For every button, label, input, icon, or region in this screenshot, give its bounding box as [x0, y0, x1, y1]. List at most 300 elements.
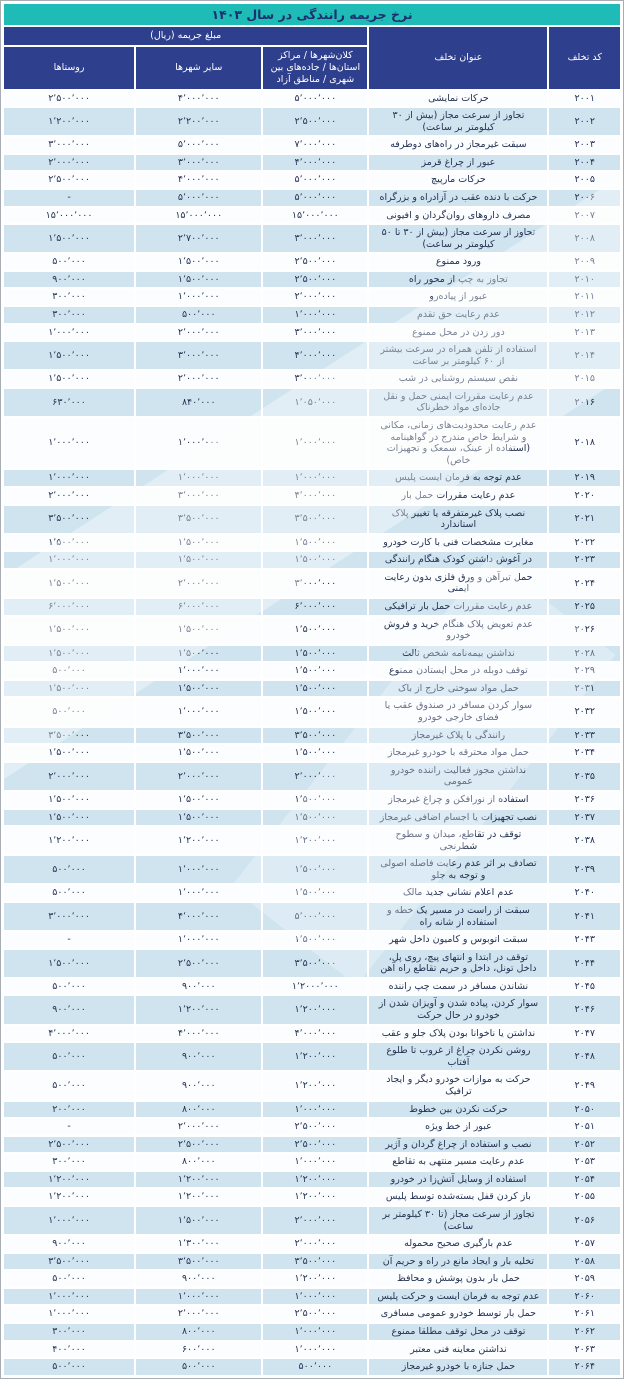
- fine-other-cities-cell: ۲٬۲۰۰٬۰۰۰: [136, 108, 261, 135]
- table-row: [4, 208, 620, 224]
- fine-metro-cell: ۴٬۰۰۰٬۰۰۰: [263, 1026, 367, 1042]
- fine-other-cities-cell: ۸۰۰٬۰۰۰: [136, 1154, 261, 1170]
- violation-code-cell: ۲۰۵۵: [549, 1189, 620, 1205]
- fine-villages-cell: ۱٬۵۰۰٬۰۰۰: [4, 371, 134, 387]
- violation-title-cell: سبقت غیرمجاز در راه‌های دوطرفه: [369, 137, 547, 153]
- fine-metro-cell: ۵٬۰۰۰٬۰۰۰: [263, 903, 367, 930]
- fine-villages-cell: ۴۰۰٬۰۰۰: [4, 1342, 134, 1358]
- fine-metro-cell: ۲٬۵۰۰٬۰۰۰: [263, 1137, 367, 1153]
- fine-other-cities-cell: ۴٬۰۰۰٬۰۰۰: [136, 1026, 261, 1042]
- fine-villages-cell: ۲٬۵۰۰٬۰۰۰: [4, 172, 134, 188]
- fine-other-cities-cell: ۱٬۲۰۰٬۰۰۰: [136, 1172, 261, 1188]
- fine-other-cities-cell: ۸۰۰٬۰۰۰: [136, 1102, 261, 1118]
- table-row: [4, 950, 620, 977]
- fine-villages-cell: ۱٬۰۰۰٬۰۰۰: [4, 1207, 134, 1234]
- fine-other-cities-cell: ۹۰۰٬۰۰۰: [136, 1072, 261, 1099]
- violation-code-cell: ۲۰۵۴: [549, 1172, 620, 1188]
- violation-title-cell: عدم رعایت مقررات حمل بار: [369, 488, 547, 504]
- violation-code-cell: ۲۰۵۹: [549, 1271, 620, 1287]
- table-row: [4, 307, 620, 323]
- fine-metro-cell: ۱٬۵۰۰٬۰۰۰: [263, 646, 367, 662]
- fine-villages-cell: -: [4, 932, 134, 948]
- table-row: [4, 535, 620, 551]
- violation-code-cell: ۲۰۰۳: [549, 137, 620, 153]
- violation-code-cell: ۲۰۵۰: [549, 1102, 620, 1118]
- violation-title-cell: سوار کردن، پیاده شدن و آویزان شدن از خودرو در حال حرکت: [369, 996, 547, 1023]
- violation-code-cell: ۲۰۰۱: [549, 91, 620, 107]
- violation-code-cell: ۲۰۰۲: [549, 108, 620, 135]
- violation-title-cell: سبقت از راست در مسیر یک خطه و استفاده از شانه راه: [369, 903, 547, 930]
- table-row: [4, 1119, 620, 1135]
- violation-title-cell: نصب تجهیزات یا اجسام اضافی غیرمجاز: [369, 810, 547, 826]
- fine-metro-cell: ۲٬۵۰۰٬۰۰۰: [263, 254, 367, 270]
- table-row: [4, 792, 620, 808]
- fine-other-cities-cell: ۸۰۰٬۰۰۰: [136, 1324, 261, 1340]
- fine-other-cities-cell: ۲٬۰۰۰٬۰۰۰: [136, 570, 261, 597]
- fine-other-cities-cell: ۳٬۰۰۰٬۰۰۰: [136, 155, 261, 171]
- violation-code-cell: ۲۰۲۰: [549, 488, 620, 504]
- violation-title-cell: حمل مواد سوختی خارج از باک: [369, 681, 547, 697]
- fine-other-cities-cell: ۵٬۰۰۰٬۰۰۰: [136, 190, 261, 206]
- violation-title-cell: تخلیه بار و ایجاد مانع در راه و حریم آن: [369, 1254, 547, 1270]
- violation-title-cell: حمل جنازه با خودرو غیرمجاز: [369, 1359, 547, 1375]
- fine-other-cities-cell: ۳٬۵۰۰٬۰۰۰: [136, 1254, 261, 1270]
- fine-other-cities-cell: ۴٬۰۰۰٬۰۰۰: [136, 91, 261, 107]
- fine-metro-cell: ۴٬۰۰۰٬۰۰۰: [263, 342, 367, 369]
- fine-metro-cell: ۱٬۵۰۰٬۰۰۰: [263, 535, 367, 551]
- violation-title-cell: در آغوش داشتن کودک هنگام رانندگی: [369, 552, 547, 568]
- table-row: [4, 979, 620, 995]
- fine-metro-cell: ۱٬۵۰۰٬۰۰۰: [263, 552, 367, 568]
- fine-villages-cell: ۱٬۰۰۰٬۰۰۰: [4, 325, 134, 341]
- fine-metro-cell: ۱٬۵۰۰٬۰۰۰: [263, 932, 367, 948]
- violation-title-cell: عبور از چراغ قرمز: [369, 155, 547, 171]
- violation-title-cell: دور زدن در محل ممنوع: [369, 325, 547, 341]
- violation-code-cell: ۲۰۶۰: [549, 1289, 620, 1305]
- fine-villages-cell: ۳٬۵۰۰٬۰۰۰: [4, 728, 134, 744]
- fine-metro-cell: ۱٬۵۰۰٬۰۰۰: [263, 745, 367, 761]
- fine-villages-cell: ۱٬۲۰۰٬۰۰۰: [4, 1172, 134, 1188]
- violation-title-cell: توقف در تقاطع، میدان و سطوح شطرنجی: [369, 827, 547, 854]
- fine-metro-cell: ۲٬۵۰۰٬۰۰۰: [263, 1306, 367, 1322]
- violation-code-cell: ۲۰۱۵: [549, 371, 620, 387]
- table-row: [4, 827, 620, 854]
- fine-metro-cell: ۱٬۲۰۰٬۰۰۰: [263, 1072, 367, 1099]
- fine-other-cities-cell: ۱٬۵۰۰٬۰۰۰: [136, 681, 261, 697]
- violation-code-cell: ۲۰۳۶: [549, 792, 620, 808]
- table-row: [4, 932, 620, 948]
- fine-villages-cell: ۲۰۰٬۰۰۰: [4, 1102, 134, 1118]
- violation-title-cell: نصب و استفاده از چراغ گردان و آژیر: [369, 1137, 547, 1153]
- fine-villages-cell: ۱٬۵۰۰٬۰۰۰: [4, 810, 134, 826]
- fine-other-cities-cell: ۱٬۰۰۰٬۰۰۰: [136, 885, 261, 901]
- violation-code-cell: ۲۰۵۸: [549, 1254, 620, 1270]
- column-header-other-cities: سایر شهرها: [136, 47, 261, 89]
- fine-other-cities-cell: ۱٬۲۰۰٬۰۰۰: [136, 827, 261, 854]
- fine-metro-cell: ۱٬۰۰۰٬۰۰۰: [263, 1102, 367, 1118]
- table-row: [4, 1324, 620, 1340]
- violation-title-cell: عدم رعایت مسیر منتهی به تقاطع: [369, 1154, 547, 1170]
- violation-code-cell: ۲۰۴۳: [549, 932, 620, 948]
- violation-code-cell: ۲۰۴۴: [549, 950, 620, 977]
- fine-villages-cell: -: [4, 1119, 134, 1135]
- violation-title-cell: نداشتن معاینه فنی معتبر: [369, 1342, 547, 1358]
- table-row: [4, 91, 620, 107]
- violation-title-cell: حمل بار توسط خودرو عمومی مسافری: [369, 1306, 547, 1322]
- violation-title-cell: حرکت به موازات خودرو دیگر و ایجاد ترافیک: [369, 1072, 547, 1099]
- table-row: [4, 1271, 620, 1287]
- fine-metro-cell: ۱٬۵۰۰٬۰۰۰: [263, 856, 367, 883]
- violation-code-cell: ۲۰۰۷: [549, 208, 620, 224]
- fine-other-cities-cell: ۵٬۰۰۰٬۰۰۰: [136, 137, 261, 153]
- violation-code-cell: ۲۰۱۸: [549, 418, 620, 468]
- violation-title-cell: تجاوز به چپ از محور راه: [369, 272, 547, 288]
- fine-other-cities-cell: ۱٬۰۰۰٬۰۰۰: [136, 289, 261, 305]
- table-row: [4, 1154, 620, 1170]
- fine-metro-cell: ۴٬۰۰۰٬۰۰۰: [263, 488, 367, 504]
- violation-code-cell: ۲۰۰۵: [549, 172, 620, 188]
- fine-other-cities-cell: ۱٬۵۰۰٬۰۰۰: [136, 792, 261, 808]
- table-row: [4, 1072, 620, 1099]
- table-row: [4, 1359, 620, 1375]
- fine-metro-cell: ۱٬۰۰۰٬۰۰۰: [263, 418, 367, 468]
- violation-title-cell: تجاوز از سرعت مجاز (تا ۳۰ کیلومتر بر ساعت): [369, 1207, 547, 1234]
- fine-other-cities-cell: ۴٬۰۰۰٬۰۰۰: [136, 172, 261, 188]
- violation-code-cell: ۲۰۰۹: [549, 254, 620, 270]
- fine-other-cities-cell: ۳٬۰۰۰٬۰۰۰: [136, 342, 261, 369]
- violation-code-cell: ۲۰۲۶: [549, 617, 620, 644]
- violation-code-cell: ۲۰۱۶: [549, 389, 620, 416]
- violation-code-cell: ۲۰۳۹: [549, 856, 620, 883]
- fine-metro-cell: ۲٬۰۰۰٬۰۰۰: [263, 763, 367, 790]
- violation-title-cell: روشن نکردن چراغ از غروب تا طلوع آفتاب: [369, 1043, 547, 1070]
- fine-other-cities-cell: ۱٬۲۰۰٬۰۰۰: [136, 1189, 261, 1205]
- fine-villages-cell: ۵۰۰٬۰۰۰: [4, 1359, 134, 1375]
- table-row: [4, 342, 620, 369]
- header-group-row: [4, 27, 620, 45]
- violation-title-cell: عدم رعایت مقررات ایمنی حمل و نقل جاده‌ای مواد خطرناک: [369, 389, 547, 416]
- table-row: [4, 1026, 620, 1042]
- violation-code-cell: ۲۰۴۶: [549, 996, 620, 1023]
- violation-title-cell: حرکت با دنده عقب در آزادراه و بزرگراه: [369, 190, 547, 206]
- fine-villages-cell: ۳۰۰٬۰۰۰: [4, 307, 134, 323]
- table-row: [4, 1207, 620, 1234]
- fine-other-cities-cell: ۱٬۰۰۰٬۰۰۰: [136, 1289, 261, 1305]
- fine-metro-cell: ۱٬۲۰۰٬۰۰۰: [263, 827, 367, 854]
- violation-title-cell: نشاندن مسافر در سمت چپ راننده: [369, 979, 547, 995]
- fine-other-cities-cell: ۲٬۰۰۰٬۰۰۰: [136, 1306, 261, 1322]
- fine-other-cities-cell: ۱٬۵۰۰٬۰۰۰: [136, 745, 261, 761]
- violation-title-cell: تصادف بر اثر عدم رعایت فاصله اصولی و توجه به جلو: [369, 856, 547, 883]
- violation-code-cell: ۲۰۳۴: [549, 745, 620, 761]
- violation-code-cell: ۲۰۴۸: [549, 1043, 620, 1070]
- violation-title-cell: توقف در ابتدا و انتهای پیچ، روی پل، داخل تونل، داخل و حریم تقاطع راه آهن: [369, 950, 547, 977]
- table-row: [4, 663, 620, 679]
- table-row: [4, 506, 620, 533]
- table-row: [4, 418, 620, 468]
- fine-metro-cell: ۱٬۵۰۰٬۰۰۰: [263, 663, 367, 679]
- fine-metro-cell: ۵٬۰۰۰٬۰۰۰: [263, 172, 367, 188]
- violation-code-cell: ۲۰۰۸: [549, 225, 620, 252]
- fine-other-cities-cell: ۸۴۰٬۰۰۰: [136, 389, 261, 416]
- fine-metro-cell: ۲٬۰۰۰٬۰۰۰: [263, 1207, 367, 1234]
- table-row: [4, 371, 620, 387]
- fine-other-cities-cell: ۱٬۵۰۰٬۰۰۰: [136, 535, 261, 551]
- fine-metro-cell: ۳٬۰۰۰٬۰۰۰: [263, 371, 367, 387]
- violation-title-cell: رانندگی با پلاک غیرمجاز: [369, 728, 547, 744]
- violation-code-cell: ۲۰۰۶: [549, 190, 620, 206]
- violation-code-cell: ۲۰۰۴: [549, 155, 620, 171]
- fine-other-cities-cell: ۹۰۰٬۰۰۰: [136, 1043, 261, 1070]
- fine-other-cities-cell: ۵۰۰٬۰۰۰: [136, 307, 261, 323]
- table-row: [4, 1342, 620, 1358]
- fine-other-cities-cell: ۱٬۰۰۰٬۰۰۰: [136, 856, 261, 883]
- table-row: [4, 325, 620, 341]
- table-row: [4, 1254, 620, 1270]
- fine-villages-cell: ۶۳۰٬۰۰۰: [4, 389, 134, 416]
- table-row: [4, 745, 620, 761]
- violation-title-cell: تجاوز از سرعت مجاز (بیش از ۳۰ تا ۵۰ کیلومتر بر ساعت): [369, 225, 547, 252]
- table-row: [4, 1236, 620, 1252]
- violation-title-cell: نداشتن بیمه‌نامه شخص ثالث: [369, 646, 547, 662]
- fine-villages-cell: ۱٬۰۰۰٬۰۰۰: [4, 1289, 134, 1305]
- fine-villages-cell: ۱٬۵۰۰٬۰۰۰: [4, 570, 134, 597]
- fine-metro-cell: ۱٬۲۰۰٬۰۰۰: [263, 1189, 367, 1205]
- fine-metro-cell: ۱٬۵۰۰٬۰۰۰: [263, 617, 367, 644]
- table-row: [4, 599, 620, 615]
- fine-other-cities-cell: ۵۰۰٬۰۰۰: [136, 1359, 261, 1375]
- fine-metro-cell: ۵۰۰٬۰۰۰: [263, 1359, 367, 1375]
- fine-metro-cell: ۱٬۲۰۰٬۰۰۰: [263, 1172, 367, 1188]
- violation-code-cell: ۲۰۲۲: [549, 535, 620, 551]
- fine-villages-cell: ۲٬۰۰۰٬۰۰۰: [4, 155, 134, 171]
- fine-villages-cell: ۱۵٬۰۰۰٬۰۰۰: [4, 208, 134, 224]
- fine-other-cities-cell: ۳٬۰۰۰٬۰۰۰: [136, 488, 261, 504]
- fine-other-cities-cell: ۱۵٬۰۰۰٬۰۰۰: [136, 208, 261, 224]
- fine-villages-cell: ۶٬۰۰۰٬۰۰۰: [4, 599, 134, 615]
- fine-villages-cell: ۲٬۰۰۰٬۰۰۰: [4, 763, 134, 790]
- violation-code-cell: ۲۰۵۳: [549, 1154, 620, 1170]
- violation-title-cell: عبور از پیاده‌رو: [369, 289, 547, 305]
- fine-villages-cell: -: [4, 190, 134, 206]
- violation-code-cell: ۲۰۳۷: [549, 810, 620, 826]
- table-row: [4, 552, 620, 568]
- table-row: [4, 681, 620, 697]
- table-row: [4, 155, 620, 171]
- violation-code-cell: ۲۰۶۴: [549, 1359, 620, 1375]
- fine-metro-cell: ۳٬۵۰۰٬۰۰۰: [263, 728, 367, 744]
- fine-metro-cell: ۳٬۰۰۰٬۰۰۰: [263, 325, 367, 341]
- violation-title-cell: توقف دوبله در محل ایستادن ممنوع: [369, 663, 547, 679]
- table-row: [4, 570, 620, 597]
- violation-title-cell: استفاده از وسایل آتش‌زا در خودرو: [369, 1172, 547, 1188]
- violation-title-cell: ورود ممنوع: [369, 254, 547, 270]
- violation-code-cell: ۲۰۳۲: [549, 698, 620, 725]
- fine-villages-cell: ۵۰۰٬۰۰۰: [4, 1072, 134, 1099]
- violation-code-cell: ۲۰۵۱: [549, 1119, 620, 1135]
- violation-code-cell: ۲۰۴۰: [549, 885, 620, 901]
- violation-title-cell: عدم توجه به فرمان ایست و حرکت پلیس: [369, 1289, 547, 1305]
- table-row: [4, 172, 620, 188]
- table-row: [4, 996, 620, 1023]
- fine-metro-cell: ۱٬۰۰۰٬۰۰۰: [263, 470, 367, 486]
- fine-metro-cell: ۲٬۰۰۰٬۰۰۰: [263, 1236, 367, 1252]
- violation-title-cell: حرکات مارپیچ: [369, 172, 547, 188]
- fine-metro-cell: ۱٬۰۰۰٬۰۰۰: [263, 307, 367, 323]
- fine-other-cities-cell: ۹۰۰٬۰۰۰: [136, 979, 261, 995]
- fine-metro-cell: ۳٬۰۰۰٬۰۰۰: [263, 570, 367, 597]
- fine-other-cities-cell: ۹۰۰٬۰۰۰: [136, 1271, 261, 1287]
- column-header-fine-amount-group: مبلغ جریمه (ریال): [4, 27, 367, 45]
- violation-title-cell: نقص سیستم روشنایی در شب: [369, 371, 547, 387]
- fine-other-cities-cell: ۱٬۵۰۰٬۰۰۰: [136, 272, 261, 288]
- fine-villages-cell: ۱٬۵۰۰٬۰۰۰: [4, 792, 134, 808]
- fine-metro-cell: ۲٬۵۰۰٬۰۰۰: [263, 1119, 367, 1135]
- violation-title-cell: سبقت اتوبوس و کامیون داخل شهر: [369, 932, 547, 948]
- violation-title-cell: عدم توجه به فرمان ایست پلیس: [369, 470, 547, 486]
- violation-code-cell: ۲۰۶۱: [549, 1306, 620, 1322]
- column-header-violation-title: عنوان تخلف: [369, 27, 547, 89]
- table-header: [4, 4, 620, 89]
- fine-metro-cell: ۱٬۵۰۰٬۰۰۰: [263, 885, 367, 901]
- violation-code-cell: ۲۰۲۴: [549, 570, 620, 597]
- fine-other-cities-cell: ۱٬۵۰۰٬۰۰۰: [136, 552, 261, 568]
- violation-code-cell: ۲۰۲۱: [549, 506, 620, 533]
- violation-code-cell: ۲۰۳۳: [549, 728, 620, 744]
- violation-code-cell: ۲۰۴۷: [549, 1026, 620, 1042]
- fine-villages-cell: ۲٬۰۰۰٬۰۰۰: [4, 488, 134, 504]
- fine-villages-cell: ۱٬۲۰۰٬۰۰۰: [4, 827, 134, 854]
- fine-other-cities-cell: ۱٬۰۰۰٬۰۰۰: [136, 932, 261, 948]
- violation-code-cell: ۲۰۱۱: [549, 289, 620, 305]
- fine-villages-cell: ۵۰۰٬۰۰۰: [4, 856, 134, 883]
- fine-metro-cell: ۳٬۵۰۰٬۰۰۰: [263, 506, 367, 533]
- fine-metro-cell: ۱۵٬۰۰۰٬۰۰۰: [263, 208, 367, 224]
- violation-title-cell: سوار کردن مسافر در صندوق عقب یا فضای خارجی خودرو: [369, 698, 547, 725]
- fine-other-cities-cell: ۱٬۵۰۰٬۰۰۰: [136, 617, 261, 644]
- fine-other-cities-cell: ۲٬۰۰۰٬۰۰۰: [136, 763, 261, 790]
- violation-title-cell: نداشتن مجوز فعالیت راننده خودرو عمومی: [369, 763, 547, 790]
- fine-other-cities-cell: ۱٬۰۰۰٬۰۰۰: [136, 663, 261, 679]
- fine-villages-cell: ۱٬۰۰۰٬۰۰۰: [4, 470, 134, 486]
- violation-code-cell: ۲۰۳۱: [549, 681, 620, 697]
- table-row: [4, 810, 620, 826]
- violation-code-cell: ۲۰۲۵: [549, 599, 620, 615]
- fine-villages-cell: ۱٬۵۰۰٬۰۰۰: [4, 225, 134, 252]
- fine-metro-cell: ۳٬۰۰۰٬۰۰۰: [263, 225, 367, 252]
- fine-villages-cell: ۴٬۰۰۰٬۰۰۰: [4, 1026, 134, 1042]
- violation-title-cell: حرکات نمایشی: [369, 91, 547, 107]
- violation-title-cell: مصرف داروهای روان‌گردان و افیونی: [369, 208, 547, 224]
- column-header-violation-code: کد تخلف: [549, 27, 620, 89]
- fine-villages-cell: ۵۰۰٬۰۰۰: [4, 698, 134, 725]
- fine-other-cities-cell: ۱٬۰۰۰٬۰۰۰: [136, 698, 261, 725]
- violation-code-cell: ۲۰۳۸: [549, 827, 620, 854]
- fine-other-cities-cell: ۳٬۵۰۰٬۰۰۰: [136, 728, 261, 744]
- fine-metro-cell: ۳٬۵۰۰٬۰۰۰: [263, 1254, 367, 1270]
- table-row: [4, 289, 620, 305]
- column-header-villages: روستاها: [4, 47, 134, 89]
- table-row: [4, 190, 620, 206]
- fine-metro-cell: ۳٬۵۰۰٬۰۰۰: [263, 950, 367, 977]
- fine-villages-cell: ۱٬۵۰۰٬۰۰۰: [4, 535, 134, 551]
- fine-villages-cell: ۱٬۰۰۰٬۰۰۰: [4, 418, 134, 468]
- fine-other-cities-cell: ۲٬۵۰۰٬۰۰۰: [136, 1137, 261, 1153]
- fine-metro-cell: ۱٬۲۰۰٬۰۰۰: [263, 1043, 367, 1070]
- violation-title-cell: عدم بارگیری صحیح محموله: [369, 1236, 547, 1252]
- table-row: [4, 254, 620, 270]
- fine-villages-cell: ۳٬۵۰۰٬۰۰۰: [4, 1254, 134, 1270]
- fine-villages-cell: ۳۰۰٬۰۰۰: [4, 289, 134, 305]
- violation-title-cell: توقف در محل توقف مطلقا ممنوع: [369, 1324, 547, 1340]
- table-row: [4, 1306, 620, 1322]
- violation-code-cell: ۲۰۵۲: [549, 1137, 620, 1153]
- fine-metro-cell: ۱٬۵۰۰٬۰۰۰: [263, 810, 367, 826]
- table-row: [4, 1137, 620, 1153]
- table-row: [4, 903, 620, 930]
- table-row: [4, 470, 620, 486]
- fine-metro-cell: ۱٬۲۰۰٬۰۰۰: [263, 1271, 367, 1287]
- violation-code-cell: ۲۰۱۳: [549, 325, 620, 341]
- fine-villages-cell: ۳۰۰٬۰۰۰: [4, 1154, 134, 1170]
- fines-table: [2, 2, 622, 1377]
- fine-metro-cell: ۱٬۰۰۰٬۰۰۰: [263, 1154, 367, 1170]
- fine-other-cities-cell: ۱٬۲۰۰٬۰۰۰: [136, 996, 261, 1023]
- table-row: [4, 646, 620, 662]
- violation-title-cell: نصب پلاک غیرمتفرقه یا تغییر پلاک استاندارد: [369, 506, 547, 533]
- fine-other-cities-cell: ۱٬۵۰۰٬۰۰۰: [136, 1207, 261, 1234]
- fine-metro-cell: ۷٬۰۰۰٬۰۰۰: [263, 137, 367, 153]
- fine-metro-cell: ۲٬۵۰۰٬۰۰۰: [263, 108, 367, 135]
- fine-villages-cell: ۵۰۰٬۰۰۰: [4, 1271, 134, 1287]
- violation-title-cell: عدم رعایت حق تقدم: [369, 307, 547, 323]
- fine-villages-cell: ۱٬۰۰۰٬۰۰۰: [4, 1306, 134, 1322]
- fine-metro-cell: ۲٬۰۰۰٬۰۰۰: [263, 289, 367, 305]
- fine-villages-cell: ۳٬۵۰۰٬۰۰۰: [4, 506, 134, 533]
- fine-metro-cell: ۵٬۰۰۰٬۰۰۰: [263, 190, 367, 206]
- fine-metro-cell: ۱٬۲۰۰٬۰۰۰: [263, 996, 367, 1023]
- fine-villages-cell: ۳٬۰۰۰٬۰۰۰: [4, 137, 134, 153]
- fine-villages-cell: ۵۰۰٬۰۰۰: [4, 885, 134, 901]
- table-row: [4, 617, 620, 644]
- fine-other-cities-cell: ۲٬۰۰۰٬۰۰۰: [136, 1119, 261, 1135]
- fine-metro-cell: ۱٬۲۰۰۰٬۰۰۰: [263, 979, 367, 995]
- table-row: [4, 272, 620, 288]
- column-header-metro-areas: کلان‌شهرها / مراکز استان‌ها / جاده‌های بین شهری / مناطق آزاد: [263, 47, 367, 89]
- violation-title-cell: حمل بار بدون پوشش و محافظ: [369, 1271, 547, 1287]
- fine-metro-cell: ۱٬۵۰۰٬۰۰۰: [263, 792, 367, 808]
- title-row: [4, 4, 620, 25]
- violation-code-cell: ۲۰۲۳: [549, 552, 620, 568]
- violation-title-cell: حمل مواد محترقه با خودرو غیرمجاز: [369, 745, 547, 761]
- table-row: [4, 856, 620, 883]
- violation-code-cell: ۲۰۴۵: [549, 979, 620, 995]
- fine-villages-cell: ۵۰۰٬۰۰۰: [4, 663, 134, 679]
- table-row: [4, 225, 620, 252]
- table-row: [4, 1172, 620, 1188]
- fine-metro-cell: ۵٬۰۰۰٬۰۰۰: [263, 91, 367, 107]
- violation-title-cell: استفاده از تلفن همراه در سرعت بیشتر از ۶۰ کیلومتر بر ساعت: [369, 342, 547, 369]
- fine-villages-cell: ۳۰۰٬۰۰۰: [4, 1324, 134, 1340]
- fines-table-body: [4, 91, 620, 1375]
- fine-other-cities-cell: ۱٬۳۰۰٬۰۰۰: [136, 1236, 261, 1252]
- fine-villages-cell: ۲٬۵۰۰٬۰۰۰: [4, 91, 134, 107]
- fine-villages-cell: ۵۰۰٬۰۰۰: [4, 1043, 134, 1070]
- violation-title-cell: عدم اعلام نشانی جدید مالک: [369, 885, 547, 901]
- violation-title-cell: حمل تیرآهن و ورق فلزی بدون رعایت ایمنی: [369, 570, 547, 597]
- table-row: [4, 488, 620, 504]
- fine-other-cities-cell: ۴٬۰۰۰٬۰۰۰: [136, 903, 261, 930]
